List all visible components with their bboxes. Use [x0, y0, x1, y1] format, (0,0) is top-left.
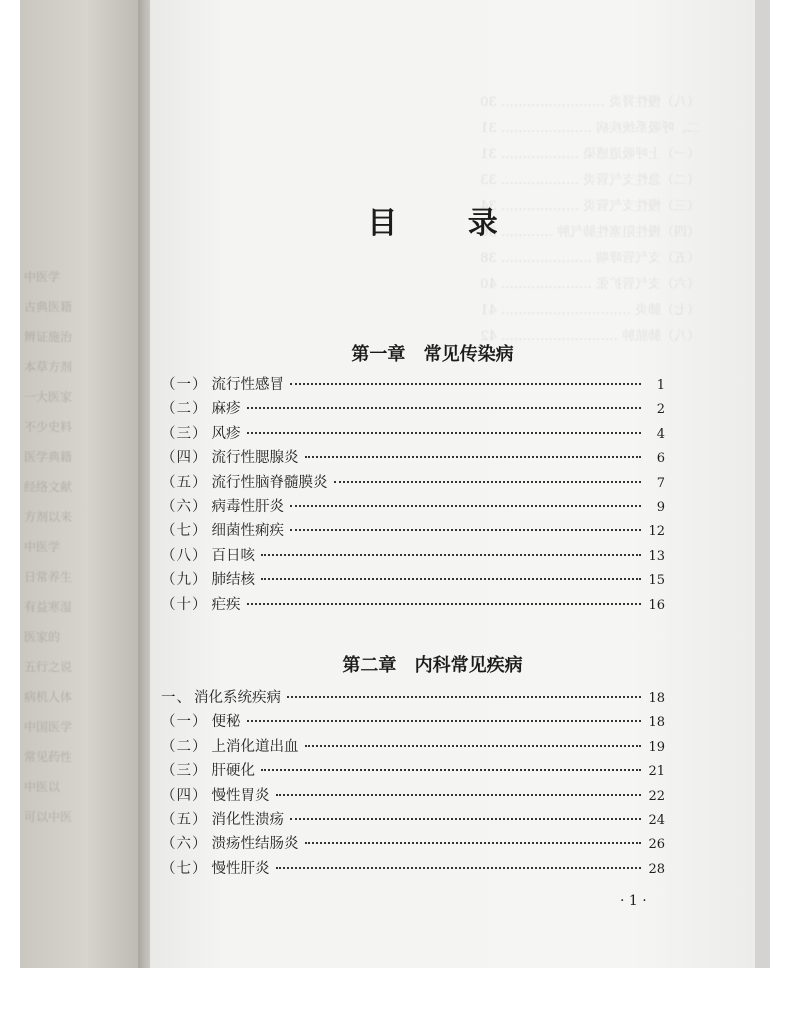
toc-entry-number: （四） — [161, 450, 208, 467]
toc-entry-text: 便秘 — [211, 714, 241, 731]
underlying-page-text: 中医学 古典医籍 辨证施治 本草方剂 一大医家 不少史料 医学典籍 经络文献 方剂以来 中医学 日常养生 有益寒湿 医家的 五行之说 病机人体 中国医学 常见药性 中医以 可以中医 — [24, 270, 73, 824]
toc-entry-text: 麻疹 — [211, 401, 241, 418]
toc-entry-number: （二） — [161, 738, 208, 755]
toc-entry-label — [161, 544, 255, 565]
toc-entry — [161, 832, 665, 856]
toc-entry-page: 21 — [648, 764, 665, 780]
toc-entry-text: 消化性溃疡 — [211, 811, 284, 828]
chapter-heading-1: 第一章 常见传染病 — [351, 344, 514, 365]
toc-entry-page: 16 — [648, 597, 665, 613]
toc-entry-number: （三） — [161, 763, 208, 780]
dot-leader — [290, 529, 641, 531]
toc-entry — [161, 686, 665, 710]
toc-entry — [161, 495, 665, 519]
toc-entry-label — [161, 784, 270, 805]
toc-entry-label — [161, 471, 328, 492]
toc-entry-text: 病毒性肝炎 — [211, 498, 284, 515]
toc-entry-number: 一、 — [161, 690, 192, 706]
toc-entry-text: 消化系统疾病 — [194, 690, 281, 706]
toc-entry-text: 流行性腮腺炎 — [211, 450, 299, 467]
toc-entry — [161, 784, 665, 808]
toc-entry-page: 7 — [656, 475, 665, 491]
toc-entry — [161, 593, 665, 617]
toc-entry-number: （六） — [161, 498, 208, 515]
toc-entry-page: 26 — [648, 837, 665, 853]
toc-entry — [161, 857, 665, 881]
toc-entry-page: 28 — [648, 861, 665, 877]
dot-leader — [247, 407, 642, 409]
toc-entry-label — [161, 373, 284, 394]
dot-leader — [290, 383, 641, 385]
chapter-heading-2: 第二章 内科常见疾病 — [342, 655, 523, 676]
dot-leader — [305, 745, 642, 747]
toc-entry-number: （四） — [161, 787, 208, 804]
toc-entry-page: 2 — [656, 402, 665, 418]
toc-entry-text: 流行性感冒 — [211, 377, 284, 393]
toc-entry-page: 4 — [656, 426, 665, 442]
toc-entry-label — [161, 446, 299, 467]
toc-entry-number: （九） — [161, 572, 208, 589]
toc-entry-number: （七） — [161, 523, 208, 540]
dot-leader — [276, 794, 642, 796]
toc-entry-label — [161, 519, 284, 540]
toc-entry-label — [161, 397, 241, 418]
dot-leader — [276, 867, 642, 869]
toc-entry-page: 9 — [656, 499, 665, 515]
toc-entry — [161, 373, 665, 397]
toc-entry-label — [161, 568, 255, 589]
toc-entry-text: 上消化道出血 — [211, 738, 299, 755]
toc-entry-page: 13 — [648, 548, 665, 564]
dot-leader — [334, 481, 642, 483]
toc-entry-label — [161, 495, 284, 516]
toc-entry-label — [161, 593, 241, 614]
toc-entry-text: 肺结核 — [211, 572, 255, 589]
dot-leader — [247, 432, 642, 434]
toc-entry — [161, 568, 665, 592]
toc-entry-number: （五） — [161, 474, 208, 491]
toc-entry-text: 流行性脑脊髓膜炎 — [211, 474, 328, 491]
toc-entry — [161, 710, 665, 734]
toc-entry-page: 22 — [648, 788, 665, 804]
toc-entry-number: （八） — [161, 547, 208, 564]
toc-entry-text: 肝硬化 — [211, 763, 255, 780]
toc-entry-number: （十） — [161, 596, 208, 613]
toc-entry-label — [161, 710, 241, 731]
toc-entry-number: （三） — [161, 425, 208, 442]
toc-entry-number: （七） — [161, 860, 208, 877]
toc-entry — [161, 808, 665, 832]
underlying-page — [20, 0, 140, 968]
toc-title: 目 录 — [367, 206, 528, 241]
toc-entry-page: 12 — [648, 524, 665, 540]
toc-entry-page: 18 — [648, 691, 665, 706]
dot-leader — [247, 720, 642, 722]
toc-entry-number: （一） — [161, 377, 208, 393]
toc-entry-text: 风疹 — [211, 425, 241, 442]
toc-entry — [161, 397, 665, 421]
toc-entry-number: （五） — [161, 811, 208, 828]
toc-entry — [161, 544, 665, 568]
dot-leader — [247, 603, 642, 605]
dot-leader — [287, 696, 641, 698]
dot-leader — [290, 818, 641, 820]
toc-entry-label — [161, 857, 270, 878]
toc-entry-page: 19 — [648, 739, 665, 755]
toc-entry-number: （一） — [161, 714, 208, 731]
toc-entry-label — [161, 735, 299, 756]
toc-entry — [161, 735, 665, 759]
toc-entry-text: 溃疡性结肠炎 — [211, 836, 299, 853]
toc-entry-text: 细菌性痢疾 — [211, 523, 284, 540]
toc-entry-label — [161, 808, 284, 829]
toc-entry — [161, 759, 665, 783]
toc-entry-number: （六） — [161, 836, 208, 853]
toc-entry-text: 百日咳 — [211, 547, 255, 564]
toc-entry-text: 疟疾 — [211, 596, 241, 613]
toc-entry — [161, 519, 665, 543]
dot-leader — [261, 578, 641, 580]
toc-entry-label — [161, 832, 299, 853]
toc-entry-page: 6 — [656, 451, 665, 467]
dot-leader — [290, 505, 641, 507]
dot-leader — [261, 554, 641, 556]
dot-leader — [305, 456, 642, 458]
toc-entry-number: （二） — [161, 401, 208, 418]
toc-entry-text: 慢性肝炎 — [211, 860, 270, 877]
toc-entry-text: 慢性胃炎 — [211, 787, 270, 804]
toc-entry-page: 18 — [648, 715, 665, 731]
dot-leader — [305, 842, 642, 844]
toc-entry-page: 15 — [648, 573, 665, 589]
page-number: · 1 · — [620, 893, 647, 909]
toc-entry-label — [161, 686, 281, 707]
background-edge — [755, 0, 770, 968]
chapter-1-entries — [161, 373, 665, 617]
toc-entry-label — [161, 759, 255, 780]
toc-entry — [161, 471, 665, 495]
toc-entry — [161, 422, 665, 446]
dot-leader — [261, 769, 641, 771]
toc-entry-page: 1 — [656, 378, 665, 393]
toc-entry-page: 24 — [648, 812, 665, 828]
toc-entry — [161, 446, 665, 470]
chapter-2-entries — [161, 686, 665, 881]
toc-entry-label — [161, 422, 241, 443]
